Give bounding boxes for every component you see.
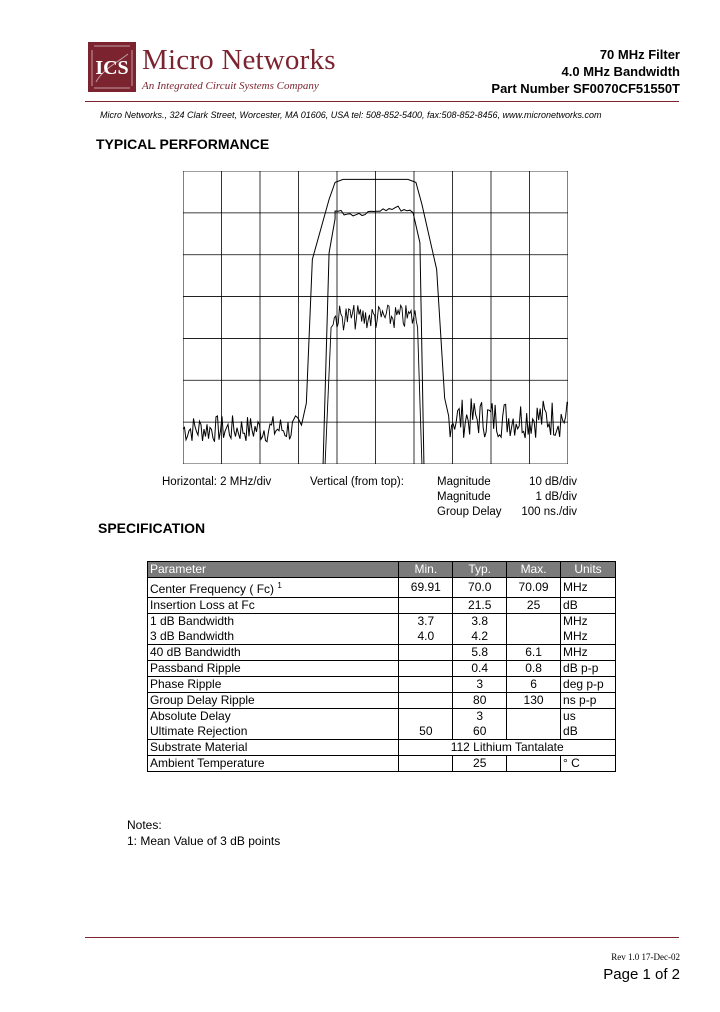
- specification-title: SPECIFICATION: [98, 520, 206, 536]
- footer-divider: [85, 937, 679, 938]
- max-cell: 25: [507, 598, 561, 614]
- table-row: [148, 709, 616, 725]
- min-cell: [399, 677, 453, 693]
- substrate-value-cell: 112 Lithium Tantalate: [399, 740, 616, 756]
- table-row: [148, 677, 616, 693]
- company-name: Micro Networks: [142, 44, 336, 76]
- max-cell: [507, 709, 561, 725]
- param-cell: 1 dB Bandwidth: [148, 614, 399, 630]
- unit-cell: MHz: [561, 645, 616, 661]
- max-cell: [507, 756, 561, 772]
- specification-table: [147, 561, 616, 772]
- min-cell: 69.91: [399, 578, 453, 598]
- max-cell: [507, 629, 561, 645]
- product-bandwidth: 4.0 MHz Bandwidth: [561, 64, 680, 79]
- table-header-row: [148, 562, 616, 578]
- table-row: [148, 629, 616, 645]
- logo-text: ICS: [95, 57, 129, 79]
- unit-cell: us: [561, 709, 616, 725]
- typ-cell: 0.4: [453, 661, 507, 677]
- scale-trace-2: Magnitude: [437, 491, 491, 503]
- scale-trace-1: Magnitude: [437, 476, 491, 488]
- horizontal-scale-label: Horizontal: 2 MHz/div: [162, 476, 272, 488]
- max-cell: [507, 614, 561, 630]
- param-cell: Ultimate Rejection: [148, 724, 399, 740]
- param-cell: Absolute Delay: [148, 709, 399, 725]
- table-row: [148, 693, 616, 709]
- typ-cell: 21.5: [453, 598, 507, 614]
- param-cell: 3 dB Bandwidth: [148, 629, 399, 645]
- param-cell: Passband Ripple: [148, 661, 399, 677]
- typ-cell: 70.0: [453, 578, 507, 598]
- max-cell: 6.1: [507, 645, 561, 661]
- table-row: [148, 578, 616, 598]
- column-header: Min.: [399, 562, 453, 578]
- param-cell: Phase Ripple: [148, 677, 399, 693]
- param-cell: Ambient Temperature: [148, 756, 399, 772]
- unit-cell: deg p-p: [561, 677, 616, 693]
- table-row: [148, 614, 616, 630]
- scale-value-1: 10 dB/div: [529, 476, 577, 488]
- table-row: [148, 724, 616, 740]
- product-type: 70 MHz Filter: [599, 47, 680, 62]
- max-cell: 6: [507, 677, 561, 693]
- company-address: Micro Networks., 324 Clark Street, Worcester, MA 01606, USA tel: 508-852-5400, fax:508-852-8456, www.micronetworks.com: [100, 110, 602, 120]
- typ-cell: 60: [453, 724, 507, 740]
- column-header: Units: [561, 562, 616, 578]
- typ-cell: 80: [453, 693, 507, 709]
- part-number: Part Number SF0070CF51550T: [491, 81, 680, 96]
- table-row: [148, 645, 616, 661]
- min-cell: 3.7: [399, 614, 453, 630]
- performance-chart: [183, 171, 568, 464]
- max-cell: 130: [507, 693, 561, 709]
- typ-cell: 3.8: [453, 614, 507, 630]
- max-cell: 0.8: [507, 661, 561, 677]
- max-cell: [507, 724, 561, 740]
- scale-value-2: 1 dB/div: [535, 491, 577, 503]
- footnote-marker: 1: [277, 581, 282, 590]
- param-cell: Center Frequency ( Fc) $^1$: [148, 578, 399, 598]
- typ-cell: 25: [453, 756, 507, 772]
- column-header: Typ.: [453, 562, 507, 578]
- company-tagline: An Integrated Circuit Systems Company: [142, 80, 319, 92]
- param-cell: 40 dB Bandwidth: [148, 645, 399, 661]
- group-delay-trace: [325, 305, 422, 464]
- max-cell: 70.09: [507, 578, 561, 598]
- typ-cell: 4.2: [453, 629, 507, 645]
- typ-cell: 5.8: [453, 645, 507, 661]
- revision-label: Rev 1.0 17-Dec-02: [611, 952, 680, 962]
- param-cell: Group Delay Ripple: [148, 693, 399, 709]
- min-cell: 4.0: [399, 629, 453, 645]
- table-row: [148, 598, 616, 614]
- min-cell: [399, 645, 453, 661]
- table-row: [148, 740, 616, 756]
- min-cell: [399, 661, 453, 677]
- column-header: Parameter: [148, 562, 399, 578]
- min-cell: [399, 756, 453, 772]
- performance-title: TYPICAL PERFORMANCE: [96, 136, 270, 152]
- unit-cell: dB: [561, 598, 616, 614]
- typ-cell: 3: [453, 709, 507, 725]
- vertical-scale-label: Vertical (from top):: [310, 476, 404, 488]
- scale-trace-3: Group Delay: [437, 506, 502, 518]
- unit-cell: ns p-p: [561, 693, 616, 709]
- magnitude-1db-trace: [323, 206, 424, 464]
- ics-logo-icon: [88, 42, 136, 92]
- unit-cell: MHz: [561, 614, 616, 630]
- notes-title: Notes:: [127, 818, 162, 832]
- product-header: [491, 46, 680, 97]
- note-item: 1: Mean Value of 3 dB points: [127, 834, 281, 848]
- column-header: Max.: [507, 562, 561, 578]
- param-cell: Insertion Loss at Fc: [148, 598, 399, 614]
- unit-cell: MHz: [561, 629, 616, 645]
- unit-cell: MHz: [561, 578, 616, 598]
- unit-cell: dB: [561, 724, 616, 740]
- table-row: [148, 756, 616, 772]
- magnitude-10db-trace: [183, 179, 567, 441]
- table-row: [148, 661, 616, 677]
- scale-value-3: 100 ns./div: [521, 506, 577, 518]
- param-cell: Substrate Material: [148, 740, 399, 756]
- unit-cell: ° C: [561, 756, 616, 772]
- unit-cell: dB p-p: [561, 661, 616, 677]
- notes-block: [127, 817, 280, 849]
- typ-cell: 3: [453, 677, 507, 693]
- min-cell: [399, 709, 453, 725]
- page-number: Page 1 of 2: [603, 966, 680, 983]
- min-cell: [399, 693, 453, 709]
- min-cell: 50: [399, 724, 453, 740]
- header-divider: [85, 101, 679, 102]
- company-logo: [88, 42, 136, 92]
- min-cell: [399, 598, 453, 614]
